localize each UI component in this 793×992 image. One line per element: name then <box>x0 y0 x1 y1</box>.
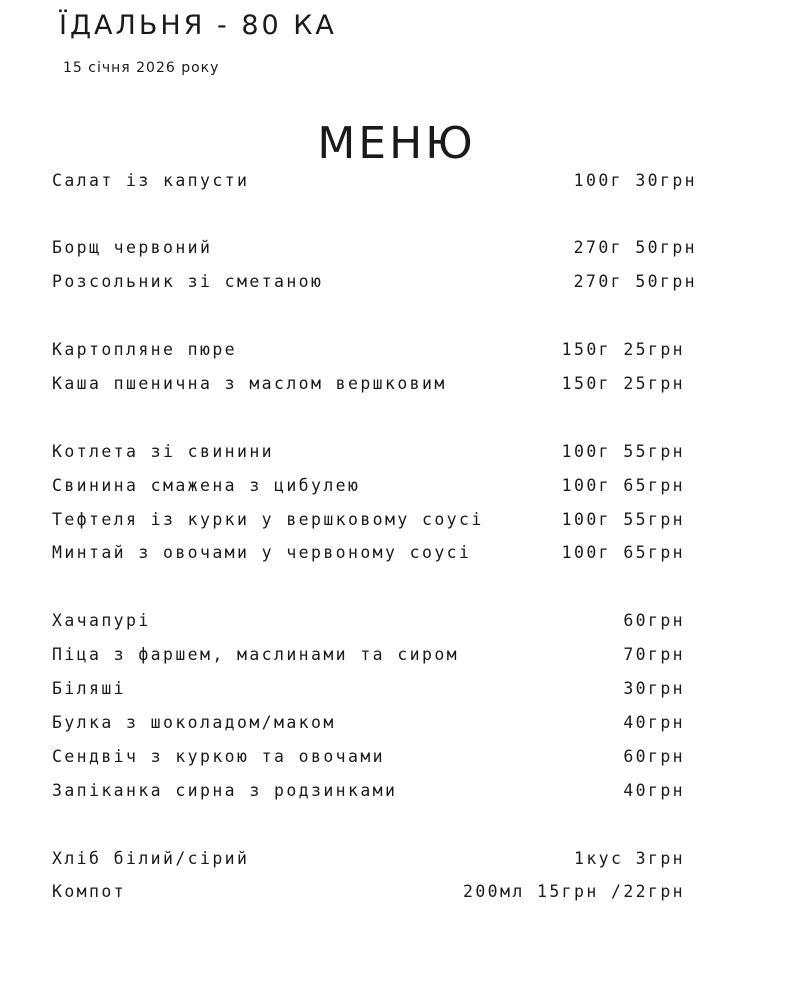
item-price: 270г 50грн <box>573 238 697 257</box>
item-price: 270г 50грн <box>573 272 697 291</box>
item-price: 60грн <box>623 747 685 766</box>
item-name: Хачапурі <box>52 611 151 630</box>
item-price: 60грн <box>623 611 685 630</box>
item-price: 40грн <box>623 781 685 800</box>
item-name: Картопляне пюре <box>52 340 238 359</box>
menu-heading: МЕНЮ <box>317 118 476 169</box>
item-name: Булка з шоколадом/маком <box>52 713 336 732</box>
item-price: 100г 30грн <box>573 171 697 190</box>
item-price: 100г 65грн <box>561 476 685 495</box>
item-name: Каша пшенична з маслом вершковим <box>52 374 447 393</box>
item-price: 200мл 15грн /22грн <box>462 882 685 901</box>
item-name: Біляші <box>52 679 127 698</box>
item-price: 100г 65грн <box>561 543 685 562</box>
item-name: Компот <box>52 882 127 901</box>
item-name: Запіканка сирна з родзинками <box>52 781 398 800</box>
item-price: 40грн <box>623 713 685 732</box>
item-name: Сендвіч з куркою та овочами <box>52 747 386 766</box>
menu-date: 15 січня 2026 року <box>63 60 220 76</box>
item-price: 150г 25грн <box>561 374 685 393</box>
item-name: Тефтеля із курки у вершковому соусі <box>52 510 484 529</box>
item-price: 100г 55грн <box>561 510 685 529</box>
item-price: 1кус 3грн <box>573 849 685 868</box>
item-price: 70грн <box>623 645 685 664</box>
item-price: 100г 55грн <box>561 442 685 461</box>
item-name: Розсольник зі сметаною <box>52 272 324 291</box>
item-price: 150г 25грн <box>561 340 685 359</box>
item-price: 30грн <box>623 679 685 698</box>
item-name: Минтай з овочами у червоному соусі <box>52 543 472 562</box>
item-name: Салат із капусти <box>52 171 250 190</box>
item-name: Борщ червоний <box>52 238 213 257</box>
cafeteria-title: ЇДАЛЬНЯ - 80 КА <box>59 10 337 41</box>
item-name: Хліб білий/сірий <box>52 849 250 868</box>
item-name: Свинина смажена з цибулею <box>52 476 361 495</box>
item-name: Котлета зі свинини <box>52 442 275 461</box>
item-name: Піца з фаршем, маслинами та сиром <box>52 645 460 664</box>
